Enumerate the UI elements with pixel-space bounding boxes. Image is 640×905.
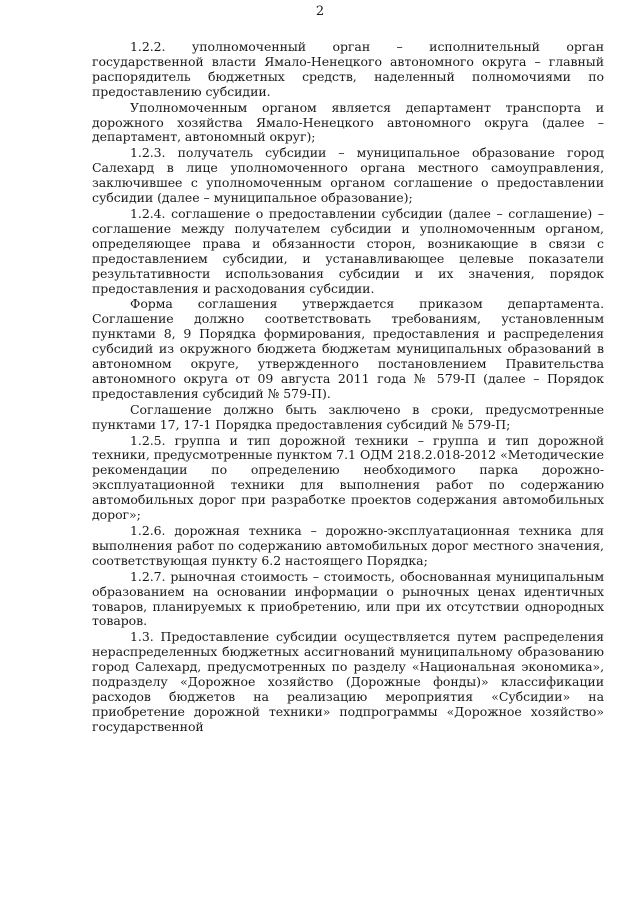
paragraph-authorized-body: Уполномоченным органом является департамент транспорта и дорожного хозяйства Ямало-Ненецкого автономного округа (далее – департамент, автономный округ); (92, 99, 604, 145)
paragraph-1-2-2: 1.2.2. уполномоченный орган – исполнительный орган государственной власти Ямало-Ненецкого автономного округа – главный распорядитель бюджетных средств, наделенный полномочиями по предоставлению субсидии. (92, 39, 604, 99)
paragraph-1-2-3: 1.2.3. получатель субсидии – муниципальное образование город Салехард в лице уполномоченного органа местного самоуправления, заключившее с уполномоченным органом соглашение о предоставлении субсидии (далее – муниципальное образование); (92, 145, 604, 206)
paragraph-1-3: 1.3. Предоставление субсидии осуществляется путем распределения нераспределенных бюджетных ассигнований муниципальному образованию город Салехард, предусмотренных по разделу «Национальная экономика», подразделу «Дорожное хозяйство (Дорожные фонды)» классификации расходов бюджетов на реализацию мероприятия «Субсидии» на приобретение дорожной техники» подпрограммы «Дорожное хозяйство» государственной (92, 629, 604, 734)
paragraph-1-2-7: 1.2.7. рыночная стоимость – стоимость, обоснованная муниципальным образованием на основании информации о рыночных ценах идентичных товаров, планируемых к приобретению, или при их отсутствии однородных товаров. (92, 568, 604, 629)
paragraph-1-2-5: 1.2.5. группа и тип дорожной техники – группа и тип дорожной техники, предусмотренные пунктом 7.1 ОДМ 218.2.018-2012 «Методические рекомендации по определению необходимого парка дорожно-эксплуатационной техники для выполнения работ по содержанию автомобильных дорог при разработке проектов содержания автомобильных дорог»; (92, 432, 604, 523)
paragraph-1-2-6: 1.2.6. дорожная техника – дорожно-эксплуатационная техника для выполнения работ по содержанию автомобильных дорог местного значения, соответствующая пункту 6.2 настоящего Порядка; (92, 523, 604, 568)
paragraph-1-2-4: 1.2.4. соглашение о предоставлении субсидии (далее – соглашение) – соглашение между получателем субсидии и уполномоченным органом, определяющее права и обязанности сторон, возникающие в связи с предоставлением субсидии, и устанавливающее целевые показатели результативности использования субсидии и их значения, порядок предоставления и расходования субсидии. (92, 205, 604, 296)
document-body (92, 40, 604, 736)
page-number: 2 (315, 4, 325, 19)
paragraph-agreement-form: Форма соглашения утверждается приказом департамента. Соглашение должно соответствовать требованиям, установленным пунктами 8, 9 Порядка формирования, предоставления и распределения субсидий из окружного бюджета бюджетам муниципальных образований в автономном округе, утвержденного постановлением Правительства автономного округа от 09 августа 2011 года № 579-П (далее – Порядок предоставления субсидий № 579-П). (92, 296, 604, 401)
paragraph-agreement-terms: Соглашение должно быть заключено в сроки, предусмотренные пунктами 17, 17-1 Порядка предоставления субсидий № 579-П; (92, 401, 604, 432)
